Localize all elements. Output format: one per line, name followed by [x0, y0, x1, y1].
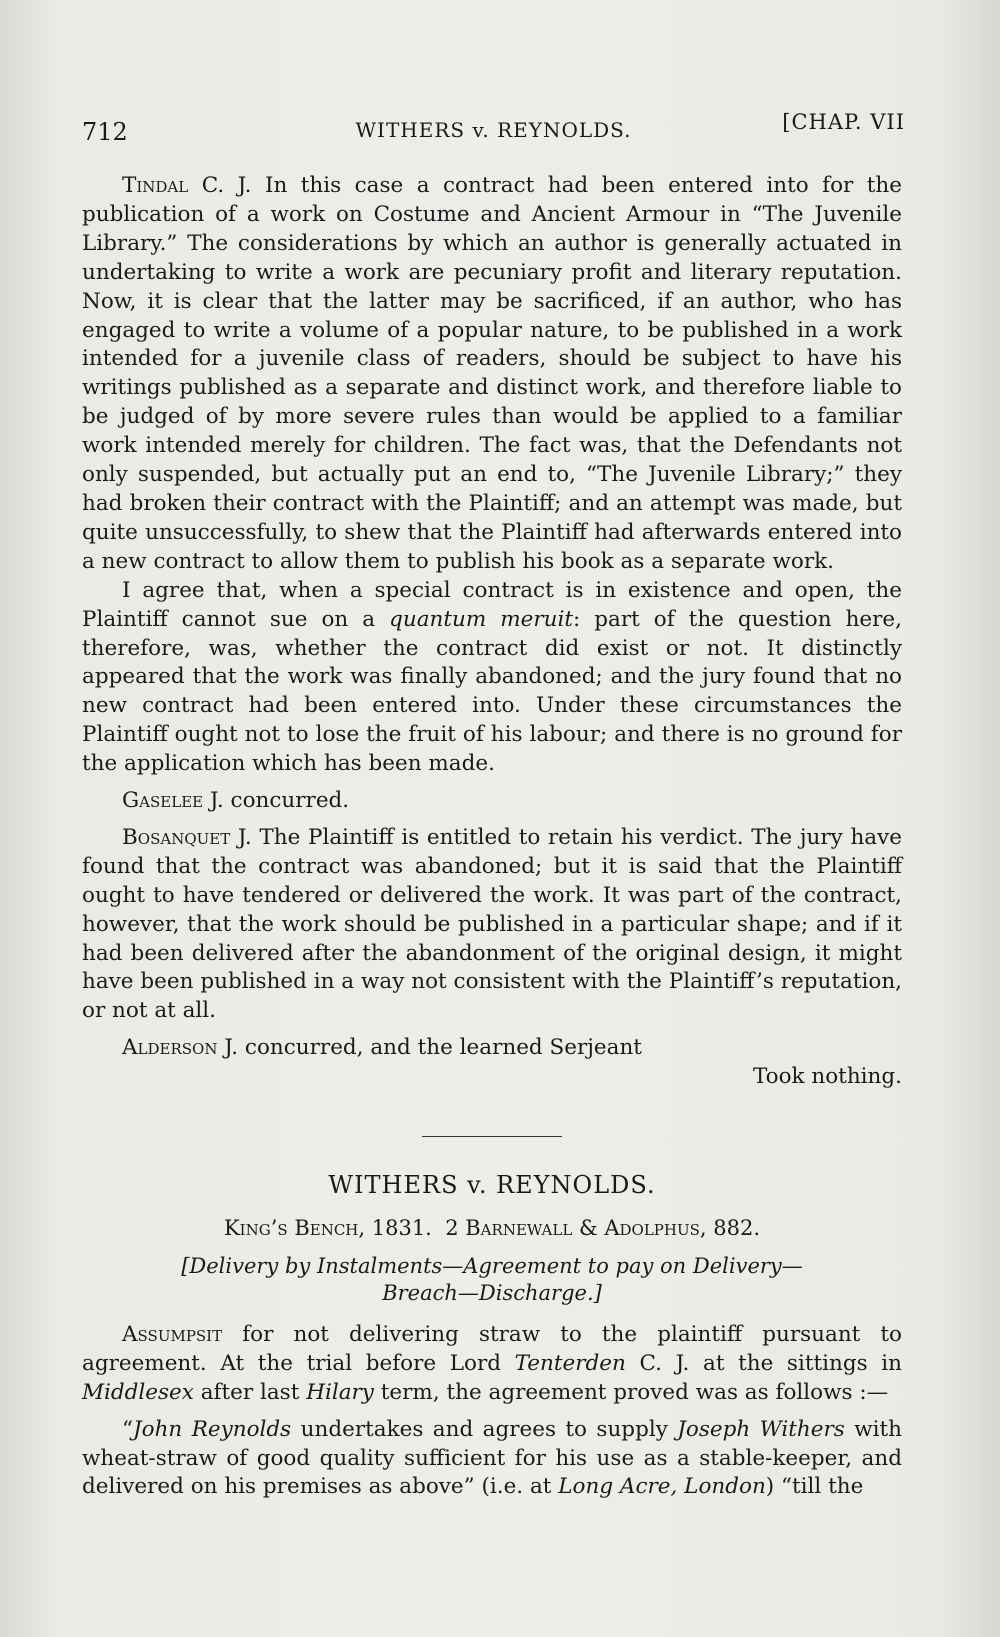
closing-line: Took nothing. [752, 1064, 902, 1090]
judge-name: Tindal [122, 173, 189, 198]
chapter-label: [CHAP. VII [782, 110, 905, 134]
page-number: 712 [82, 118, 128, 146]
court-citation: King’s Bench, 1831. 2 Barnewall & Adolphus, 882. [223, 1216, 761, 1240]
case-title: WITHERS v. REYNOLDS. [328, 1171, 656, 1200]
running-head [82, 110, 905, 150]
judge-name: Bosanquet [122, 824, 231, 850]
running-title: WITHERS v. REYNOLDS. [355, 118, 632, 142]
section-divider [422, 1136, 562, 1137]
paragraph-gaselee: Gaselee J. concurred. [122, 788, 350, 814]
body-text [82, 172, 902, 1502]
paragraph-alderson: Alderson J. concurred, and the learned Serjeant [122, 1035, 642, 1061]
paragraph-tindal-continued: I agree that, when a special contract is in existence and open, the Plaintiff cannot sue on a quantum meruit: part of the question here, therefore, was, whether the contract did exist or not. It distinctly appeared that the work was finally abandoned; and the jury found that no new contract had been entered into. Under these circumstances the Plaintiff ought not to lose the fruit of his labour; and there is no ground for the application which has been made. [82, 577, 902, 777]
paragraph-tindal: Tindal C. J. In this case a contract had been entered into for the publication of a work on Costume and Ancient Armour in “The Juvenile Library.” The considerations by which an author is generally actuated in undertaking to write a work are pecuniary profit and literary reputation. Now, it is clear that the latter may be sacrificed, if an author, who has engaged to write a volume of a popular nature, to be published in a work intended for a juvenile class of readers, should be subject to have his writings published as a separate and distinct work, and therefore liable to be judged of by more severe rules than would be applied to a familiar work intended merely for children. The fact was, that the Defendants not only suspended, but actually put an end to, “The Juvenile Library;” they had broken their contract with the Plaintiff; and an attempt was made, but quite unsuccessfully, to shew that the Plaintiff had afterwards entered into a new contract to allow them to publish his book as a separate work. [82, 173, 902, 574]
judge-name: Gaselee [122, 788, 204, 814]
headnote: [Delivery by Instalments—Agreement to pay on Delivery— Breach—Discharge.] [181, 1253, 803, 1305]
paragraph-statement: Assumpsit for not delivering straw to the plaintiff pursuant to agreement. At the trial before Lord Tenterden C. J. at the sittings in Middlesex after last Hilary term, the agreement proved was as follows :— [82, 1321, 902, 1405]
judge-name: Alderson [122, 1035, 218, 1061]
paragraph-agreement: “John Reynolds undertakes and agrees to supply Joseph Withers with wheat-straw of good quality sufficient for his use as a stable-keeper, and delivered on his premises as above” (i.e. at Long Acre, London) “till the [82, 1416, 902, 1500]
paragraph-bosanquet: Bosanquet J. The Plaintiff is entitled to retain his verdict. The jury have found that the contract was abandoned; but it is said that the Plaintiff ought to have tendered or delivered the work. It was part of the contract, however, that the work should be published in a particular shape; and if it had been delivered after the abandonment of the original design, it might have been published in a way not consistent with the Plaintiff’s reputation, or not at all. [82, 824, 902, 1024]
